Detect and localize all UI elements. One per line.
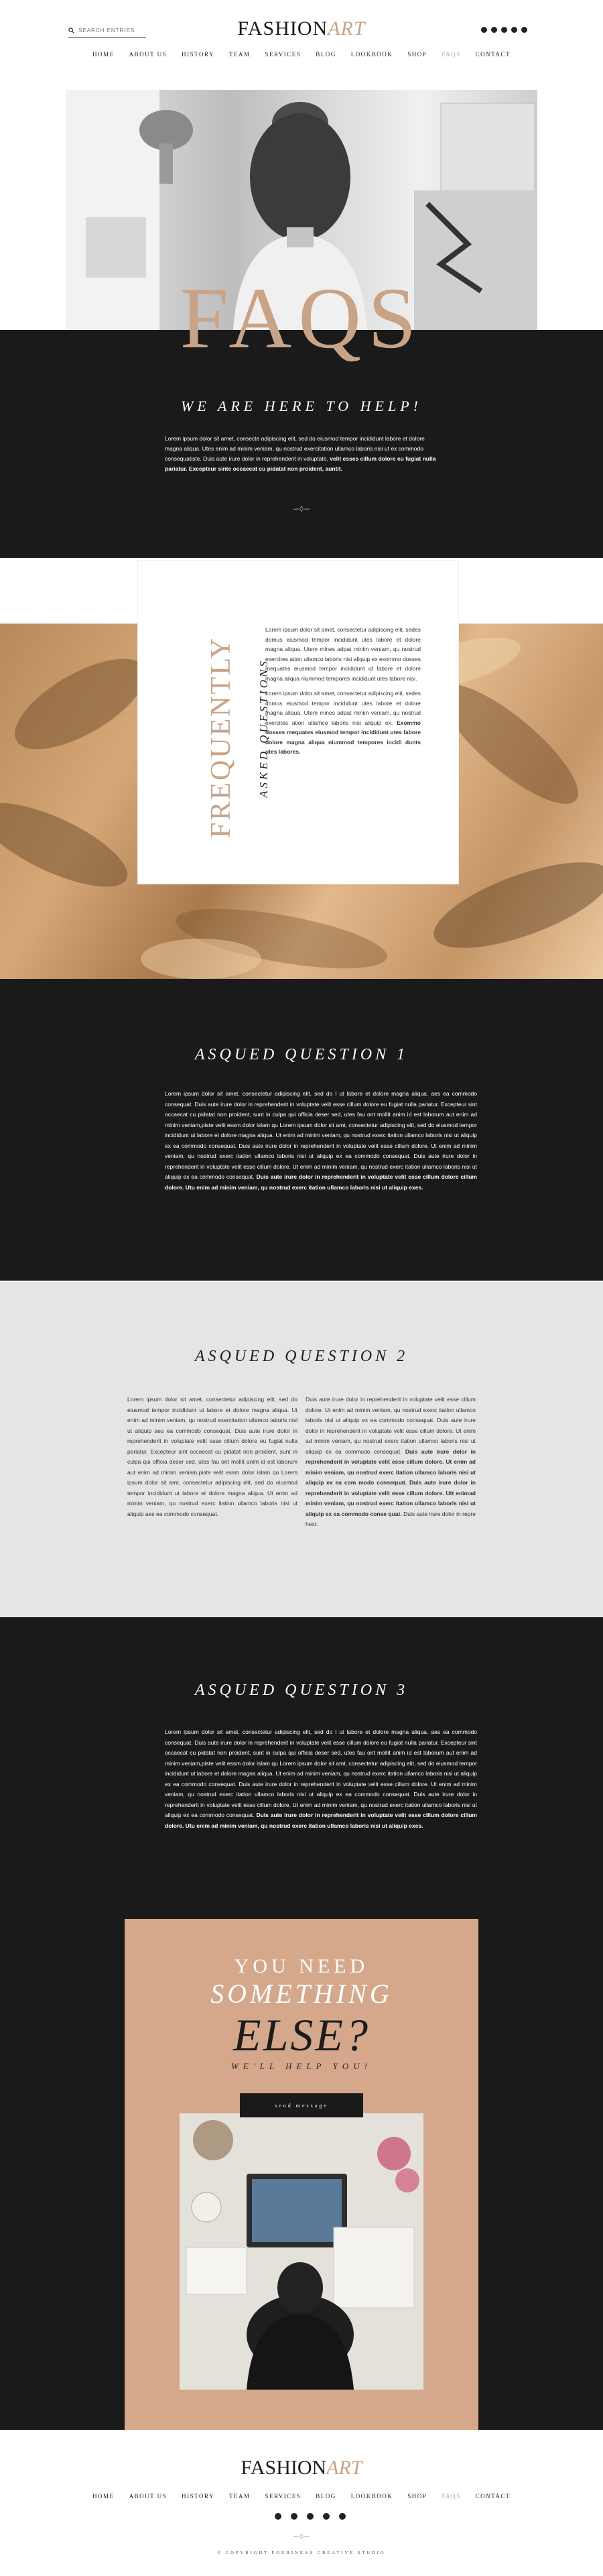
youtube-icon[interactable] [339, 2513, 346, 2520]
footer-nav-home[interactable]: HOME [92, 2493, 115, 2500]
frequently-heading: FREQUENTLY [206, 636, 237, 838]
question-2-col-1: Lorem ipsum dolor sit amet, consectetur adipiscing elit, sed do eiusmod tempor incididunt ut labore et dolore magna aliqua. Ut enim ad minim veniam, qu nostrud exercitation ullamco laboris nisi ut aliquip aes ea commodo consequat. Duis aute irure dolor in reprehenderit in voluptate velit esse cillum dolore eu fugiat nulla pariatur. Excepteur sint occaecat cu pidatat non proident, sunt in culpa qui officia deser sed, utes fau ont mollit anim id est laborum aut enim ad minim veniam,piste velit essm dolor islam qu Lorem ipsum dolor sit amt, consectetur adipiscing elit, sed do eiusmod tempor incididunt ut labore et dolore magna aliqua. Ut enim ad minim veniam, qu nostrud exerc itation ullamco laboris nisi ut aliquip aes ea commodo consequat. [127, 1396, 297, 1517]
copyright: © COPYRIGHT FOURINEAS CREATIVE STUDIO [217, 2551, 386, 2555]
youtube-icon[interactable] [521, 27, 527, 33]
faq-intro-para-2 [265, 689, 421, 757]
site-header [0, 0, 603, 72]
footer-nav-faqs[interactable]: FAQS [442, 2493, 461, 2500]
nav-home[interactable]: HOME [92, 51, 115, 58]
question-2-col-2-bold: Duis aute irure dolor in reprehenderit in voluptate velit esse cillum dolore. Ut enim ad minim veniam, qu nostrud exerc itation ullamco laboris nisi ut aliquip ex ea com modo consequat. Duis aute irure dolor in reprehenderit in voluptate velit esse cillum dolore. Utt enimad minim veniam, qu nostrud exerc itation ullamco laboris nisi ut aliquip ex ea commodo conse quat. [306, 1448, 476, 1517]
question-3-text-regular: Lorem ipsum dolor sit amet, consectetur adipiscing elit, sed do l ut labore et dolore magna aliqua. aes ea commodo consequat. Duis aute irure dolor in reprehenderit in voluptate velit esse cillum dolore eu fugiat nulla pariatur. Excepteur sint occaecat cu pidatat non proident, sunt in culpa qui officia deser sed, utes fau ont mollit anim id est laborum aut enim ad minim veniam,piste velit essm dolor islam qu Lorem ipsum dolor sit amt, consectetur adipiscing elit, sed do eiusmod tempor incididunt ut labore et dolore magna aliqua. Ut enim ad minim veniam, qu nostrud exerc itation ullamco laboris nisi ut aliquip ex ea commodo consequat. Duis aute irure dolor in reprehenderit in voluptate velit esse cillum dolore. Ut enim ad minim veniam, qu nostrud exerc itation ullamco laboris nisi ut aliquip ex ea commodo consequat. Duis aute irure dolor in reprehenderit in voluptate velit esse cillum dolore. Ut enim ad minim veniam, qu nostrud exerc itation ullamco laboris nisi ut aliquip ex ea commodo consequat. [165, 1729, 477, 1818]
faq-intro-card [138, 561, 458, 884]
hero-text [165, 434, 438, 474]
search-box[interactable] [68, 24, 146, 38]
hero-subtitle: WE ARE HERE TO HELP! [181, 398, 422, 414]
footer-nav-history[interactable]: HISTORY [182, 2493, 214, 2500]
site-logo[interactable] [234, 17, 368, 40]
ornament-divider: ∽◊∽ [292, 504, 311, 514]
facebook-icon[interactable] [307, 2513, 314, 2520]
question-1-section [0, 979, 603, 1281]
footer-nav-blog[interactable]: BLOG [316, 2493, 336, 2500]
nav-lookbook[interactable]: LOOKBOOK [350, 51, 393, 58]
twitter-icon[interactable] [511, 27, 517, 33]
footer-logo-main: FASHION [241, 2457, 327, 2479]
send-message-button[interactable]: send message [240, 2093, 363, 2117]
faq-intro-para-2-text: Lorem ipsum dolor sit amet, consectetur adipiscing elit, sedes domus eiusmod tempor incididunt utes labore et dolore magna aliqua. Utem mines adpat minim veniam, qu nostrud exercites ation ullamco laboris nisi aliquip ex. [265, 690, 421, 726]
cta-photo-art [180, 2113, 423, 2390]
twitter-icon[interactable] [323, 2513, 330, 2520]
hero-text-regular: Lorem ipsum dolor sit amet, consecte adipiscing elit, sed do eiusmod tempor incididunt labore et dolore magna aliqua. Utes enim ad minim veniam, qu nostrud exercitation ullamco laboris nisi ut ex commodo consequatiste. Duis aute irure dolor in reprehenderit in voluptate. [165, 435, 425, 462]
nav-services[interactable]: SERVICES [265, 51, 302, 58]
question-1-title: ASQUED QUESTION 1 [194, 1046, 409, 1063]
footer-nav-contact[interactable]: CONTACT [475, 2493, 511, 2500]
cta-line-4: WE'LL HELP YOU! [231, 2061, 372, 2071]
footer-nav-lookbook[interactable]: LOOKBOOK [350, 2493, 393, 2500]
question-1-text-bold: Duis aute irure dolor in reprehenderit in voluptate velit esse cillum dolore cillum dolore. Utu enim ad minim veniam, qu nostrud exerc itation ullamco laboris nisi ut aliquip exes. [165, 1173, 477, 1191]
instagram-icon[interactable] [491, 27, 497, 33]
faq-intro-para-1: Lorem ipsum dolor sit amet, consectetur adipiscing elit, sedes domus eiusmod tempor incididunt utes labore et dolore magna aliqua. Utem mines adpat minim veniam, qu nostrud exercites ation ullamco laboris nisi aliquip ex exommo dosses mequates eiusmod tempor incididunt ut labore et dolore magna aliqua niummod tempores incididunt utes labore nisi. [265, 626, 421, 682]
hero-text-bold: velit esses cillum dolore eu fugiat nulla pariatur. Excepteur sinte occaecat cu pidatat non proident, auntit. [165, 455, 436, 472]
cta-line-2: SOMETHING [210, 1979, 393, 2009]
facebook-icon[interactable] [501, 27, 507, 33]
site-footer [0, 2430, 603, 2576]
page-title: FAQS [180, 270, 423, 367]
pinterest-icon[interactable] [275, 2513, 281, 2520]
cta-line-3: ELSE? [233, 2009, 370, 2060]
faq-intro-para-2-bold: Exommo dosses mequates eiusmod tempor incididunt utes labore dolore magna aliqua niummod tempores incidi dunts utes labores. [265, 719, 421, 755]
question-2-title: ASQUED QUESTION 2 [194, 1348, 409, 1365]
logo-accent: ART [328, 17, 366, 40]
question-2-col-2 [306, 1395, 476, 1530]
footer-nav-shop[interactable]: SHOP [407, 2493, 427, 2500]
footer-nav-about-us[interactable]: ABOUT US [129, 2493, 168, 2500]
search-icon[interactable] [68, 27, 74, 34]
main-nav [0, 51, 603, 58]
question-2-section [0, 1282, 603, 1617]
footer-ornament: ∽◊∽ [292, 2532, 311, 2541]
instagram-icon[interactable] [291, 2513, 297, 2520]
question-2-col-2-text: Duis aute irure dolor in reprehenderit in voluptate velit esse cillum dolore. Ut enim ad minim veniam, qu nostrud exerc itation ullamco laboris nisi ut aliquip ex ea commodo consequat. Duis aute irure dolor in reprehenderit in voluptate velit esse cillum dolore. Ut enim ad minim veniam, qu nostrud exerc itation ullamco laboris nisi ut aliquip ex ea commodo consequat. [306, 1396, 476, 1455]
nav-about-us[interactable]: ABOUT US [129, 51, 168, 58]
footer-logo[interactable] [234, 2457, 368, 2479]
question-1-text-regular: Lorem ipsum dolor sit amet, consectetur adipiscing elit, sed do l ut labore et dolore magna aliqua. aes ea commodo consequat. Duis aute irure dolor in reprehenderit in voluptate velit esse cillum dolore eu fugiat nulla pariatur. Excepteur sint occaecat cu pidatat non proident, sunt in culpa qui officia deser sed, utes fau ont mollit anim id est laborum aut enim ad minim veniam,piste velit essm dolor islam qu Lorem ipsum dolor sit amt, consectetur adipiscing elit, sed do eiusmod tempor incididunt ut labore et dolore magna aliqua. Ut enim ad minim veniam, qu nostrud exerc itation ullamco laboris nisi ut aliquip ex ea commodo consequat. Duis aute irure dolor in reprehenderit in voluptate velit esse cillum dolore. Ut enim ad minim veniam, qu nostrud exerc itation ullamco laboris nisi ut aliquip ex ea commodo consequat. Duis aute irure dolor in reprehenderit in voluptate velit esse cillum dolore. Ut enim ad minim veniam, qu nostrud exerc itation ullamco laboris nisi ut aliquip ex ea commodo consequat. [165, 1090, 477, 1180]
nav-history[interactable]: HISTORY [182, 51, 214, 58]
search-input[interactable] [78, 27, 143, 34]
footer-nav-team[interactable]: TEAM [229, 2493, 251, 2500]
nav-team[interactable]: TEAM [229, 51, 251, 58]
asked-questions-heading: ASKED QUESTIONS [257, 658, 270, 798]
question-1-text [165, 1089, 477, 1193]
nav-shop[interactable]: SHOP [407, 51, 427, 58]
faq-intro-text [265, 625, 421, 762]
question-2-col-2-end: Duis aute irure dolor in repre hext. [306, 1510, 476, 1527]
cta-photo [180, 2113, 423, 2390]
cta-card [125, 1919, 478, 2430]
footer-social-links [275, 2513, 346, 2520]
nav-contact[interactable]: CONTACT [475, 51, 511, 58]
nav-blog[interactable]: BLOG [316, 51, 336, 58]
logo-main: FASHION [237, 17, 328, 40]
pinterest-icon[interactable] [481, 27, 487, 33]
question-3-text [165, 1727, 477, 1831]
social-links [481, 27, 527, 33]
footer-logo-accent: ART [326, 2457, 362, 2479]
question-3-title: ASQUED QUESTION 3 [194, 1682, 409, 1699]
footer-nav-services[interactable]: SERVICES [265, 2493, 302, 2500]
nav-faqs[interactable]: FAQS [442, 51, 461, 58]
question-3-text-bold: Duis aute irure dolor in reprehenderit in voluptate velit esse cillum dolore cillum dolore. Utu enim ad minim veniam, qu nostrud exerc itation ullamco laboris nisi ut aliquip exes. [165, 1812, 477, 1829]
footer-nav [0, 2493, 603, 2500]
cta-line-1: YOU NEED [234, 1955, 369, 1977]
